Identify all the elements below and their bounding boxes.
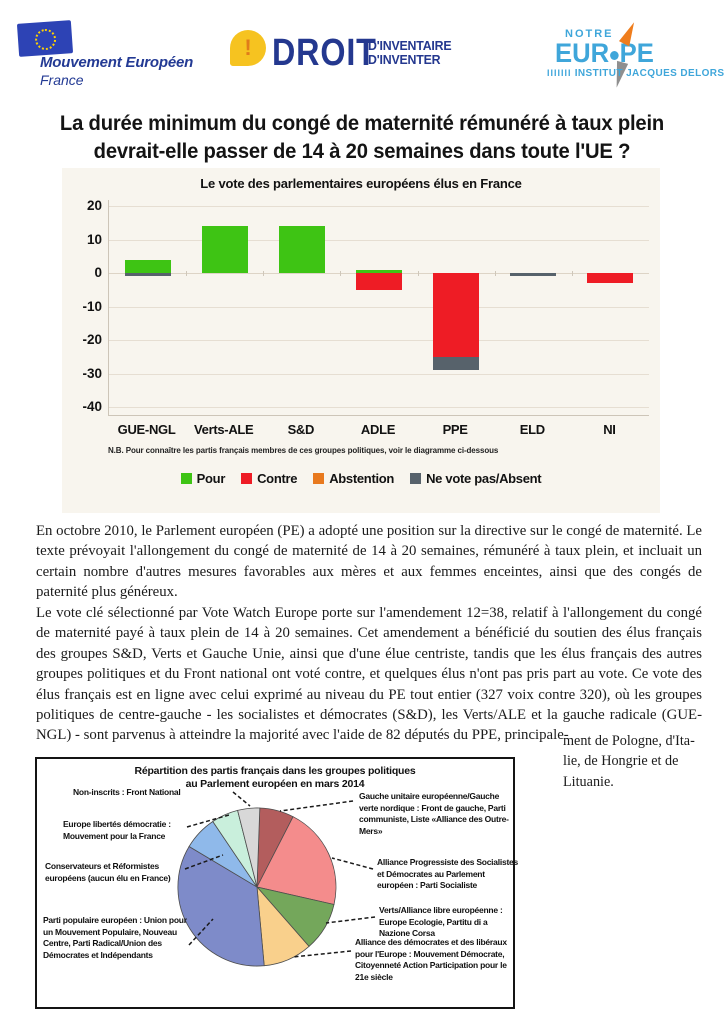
- mouvement-europeen-country: France: [40, 72, 84, 88]
- bar-Verts-ALE-Pour: [202, 226, 248, 273]
- bar-chart-plot-area: [108, 200, 649, 416]
- gridline: [109, 407, 649, 408]
- mouvement-europeen-label: Mouvement Européen: [40, 54, 194, 71]
- x-axis-label: ADLE: [360, 422, 396, 437]
- gridline: [109, 374, 649, 375]
- legend-item-Ne vote pas/Absent: [410, 471, 541, 486]
- droit-inventaire-logo: [228, 28, 468, 80]
- header: [0, 0, 724, 106]
- page-title: [22, 110, 703, 165]
- droit-subtitle-line1: D'INVENTAIRE: [368, 38, 452, 53]
- eu-stars-ring: [34, 28, 56, 50]
- x-axis-tick: [495, 271, 496, 276]
- legend-label: Abstention: [329, 471, 395, 486]
- pie-label-ADLE: Alliance des démocrates et des libéraux pour l'Europe : Mouvement Démocrate, Citoyenneté Action Participation pour le 21e siècle: [355, 937, 507, 982]
- pie-chart-title-line1: Répartition des partis français dans les groupes politiques: [134, 765, 416, 777]
- x-axis-tick: [572, 271, 573, 276]
- x-axis-label: ELD: [519, 422, 545, 437]
- legend-swatch: [410, 473, 421, 484]
- bar-ELD-Ne vote pas/Absent: [510, 273, 556, 276]
- page-title-line1: La durée minimum du congé de maternité rémunéré à taux plein: [59, 111, 665, 135]
- gridline: [109, 206, 649, 207]
- bar-chart-panel: [62, 168, 660, 513]
- legend-swatch: [241, 473, 252, 484]
- x-axis-label: GUE-NGL: [117, 422, 176, 437]
- bar-S&D-Pour: [279, 226, 325, 273]
- pie-leader-line-GUE-NGL: [280, 801, 353, 811]
- bar-chart-note: N.B. Pour connaître les partis français membres de ces groupes politiques, voir le diagramme ci-dessous: [108, 446, 499, 455]
- x-axis-tick: [186, 271, 187, 276]
- legend-swatch: [313, 473, 324, 484]
- institut-label: INSTITUT: [574, 68, 623, 79]
- pie-leader-line-NI: [233, 792, 250, 806]
- europe-wordmark-right: PE: [619, 38, 654, 68]
- y-axis-tick-label: -30: [82, 365, 102, 381]
- page-title-line2: devrait-elle passer de 14 à 20 semaines dans toute l'UE ?: [93, 138, 631, 163]
- droit-subtitle: [368, 39, 451, 67]
- europe-wordmark: [555, 38, 654, 69]
- bar-chart-title: Le vote des parlementaires européens élus en France: [200, 176, 522, 191]
- legend-item-Pour: [181, 471, 225, 486]
- pie-label-PPE: Parti populaire européen : Union pour un Mouvement Populaire, Nouveau Centre, Parti Radical/Union des Démocrates et Indépendants: [43, 915, 187, 960]
- y-axis-tick-label: -20: [82, 332, 102, 347]
- x-axis-tick: [263, 271, 264, 276]
- pie-label-S-D: Alliance Progressiste des Socialistes et Démocrates au Parlement européen : Parti Socialiste: [377, 857, 518, 890]
- wrapped-text-line: Lituanie.: [563, 773, 614, 790]
- x-axis-tick: [418, 271, 419, 276]
- bar-PPE-Ne vote pas/Absent: [433, 357, 479, 370]
- bar-chart-legend: [62, 471, 660, 486]
- x-axis-tick: [340, 271, 341, 276]
- notre-label: NOTRE: [565, 28, 614, 40]
- droit-subtitle-line2: D'INVENTER: [368, 52, 441, 67]
- y-axis-tick-label: -40: [82, 399, 102, 414]
- paragraph-1: En octobre 2010, le Parlement européen (PE) a adopté une position sur la directive sur le congé de maternité. Le texte prévoyait l'allongement du congé de maternité de 14 à 20 semaines, rémunéré à taux plein, et incluait un certain nombre d'autres mesures favorables aux mères et aux femmes enceintes, ainsi que des congés de paternité plus généreux.: [36, 523, 702, 601]
- y-axis-tick-label: -10: [82, 298, 102, 314]
- gridline: [109, 240, 649, 241]
- bar-ADLE-Contre: [356, 273, 402, 290]
- wrapped-text-line: lie, de Hongrie et de: [563, 753, 679, 770]
- legend-label: Ne vote pas/Absent: [426, 471, 542, 486]
- bar-GUE-NGL-Ne vote pas/Absent: [125, 273, 171, 276]
- x-axis-label: NI: [603, 422, 616, 437]
- europe-wordmark-left: EUR: [555, 38, 610, 68]
- bar-GUE-NGL-Pour: [125, 260, 171, 273]
- droit-wordmark: DROIT: [272, 32, 377, 74]
- exclamation-glyph: !: [244, 35, 252, 60]
- x-axis-label: PPE: [442, 422, 468, 437]
- bar-NI-Contre: [587, 273, 633, 283]
- mouvement-europeen-logo: [16, 20, 216, 92]
- notre-europe-logo: [545, 16, 724, 88]
- eu-flag-icon: [17, 20, 73, 57]
- legend-swatch: [181, 473, 192, 484]
- pie-leader-line-Verts-ALE: [326, 917, 375, 923]
- x-axis-label: Verts-ALE: [193, 422, 254, 437]
- wrapped-text-column: [563, 731, 705, 792]
- pie-label-Verts-ALE: Verts/Alliance libre européenne : Europe Ecologie, Partitu di a Nazione Corsa: [379, 905, 503, 938]
- pie-label-GUE-NGL: Gauche unitaire européenne/Gauche verte nordique : Front de gauche, Parti communiste, Liste «Alliance des Outre-Mers»: [359, 791, 509, 836]
- x-axis-label: S&D: [287, 422, 315, 437]
- tick-marks-icon: IIIIIII: [547, 68, 572, 78]
- pie-leader-line-S-D: [332, 858, 373, 869]
- legend-label: Contre: [257, 471, 298, 486]
- compass-pivot-icon: [610, 51, 619, 60]
- y-axis-tick-label: 20: [86, 198, 102, 213]
- bar-PPE-Contre: [433, 273, 479, 357]
- pie-label-NI: Non-inscrits : Front National: [73, 787, 181, 797]
- pie-label-ECR: Conservateurs et Réformistes européens (aucun élu en France): [45, 861, 171, 883]
- exclamation-bubble-icon: [230, 30, 266, 66]
- legend-item-Contre: [241, 471, 297, 486]
- gridline: [109, 307, 649, 308]
- jacques-delors-label: JACQUES DELORS: [626, 68, 724, 79]
- gridline: [109, 340, 649, 341]
- legend-item-Abstention: [313, 471, 394, 486]
- y-axis-tick-label: 0: [94, 265, 102, 280]
- pie-chart-title-line2: au Parlement européen en mars 2014: [185, 778, 365, 790]
- legend-label: Pour: [196, 471, 226, 486]
- y-axis-tick-label: 10: [86, 231, 102, 247]
- pie-label-ELD: Europe libertés démocratie : Mouvement pour la France: [63, 819, 171, 841]
- body-text: [36, 521, 702, 763]
- wrapped-text-line: ment de Pologne, d'Ita-: [563, 733, 695, 749]
- institut-jacques-delors-label: [547, 68, 724, 79]
- paragraph-2: Le vote clé sélectionné par Vote Watch Europe porte sur l'amendement 12=38, relatif à l'allongement du congé de maternité payé à taux plein de 14 à 20 semaines. Cet amendement a bénéficié du soutien des élus français des groupes S&D, Verts et Gauche Unie, ainsi que d'une élue centriste, tandis que les élus français des autres groupes politiques et du Front national ont voté contre, et quelques élus n'ont pas pris part au vote. Ce vote des élus français est en ligne avec celui exprimé au niveau du PE tout entier (327 voix contre 320), où les groupes politiques de centre-gauche - les socialistes et démocrates (S&D), les Verts/ALE et la gauche radicale (GUE-NGL) - sont parvenus à atteindre la majorité avec l'aide de 82 députés du PPE, principale-: [36, 605, 702, 744]
- pie-chart-box: [35, 757, 518, 1009]
